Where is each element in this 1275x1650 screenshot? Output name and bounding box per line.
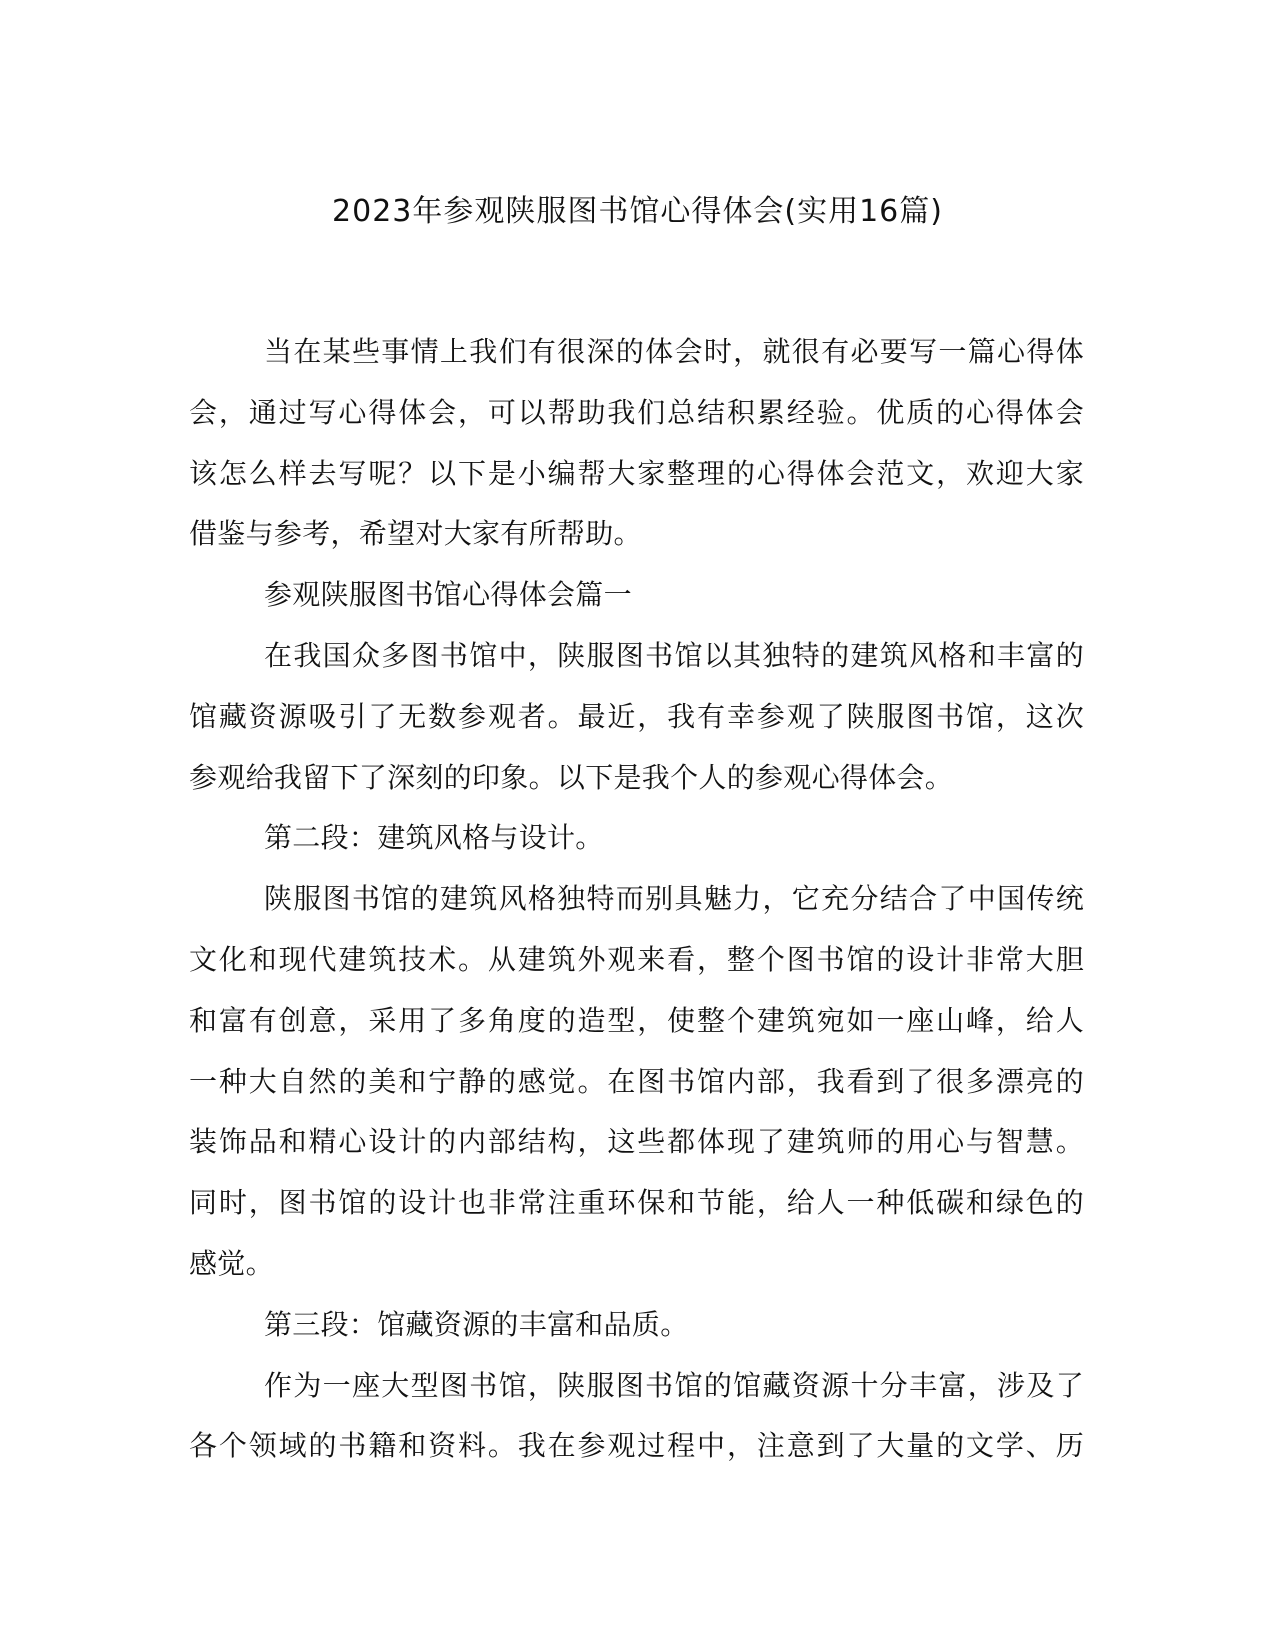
paragraph-line: 该怎么样去写呢？以下是小编帮大家整理的心得体会范文，欢迎大家 [189,456,1084,490]
section-heading: 第二段：建筑风格与设计。 [264,821,604,855]
section-heading: 第三段：馆藏资源的丰富和品质。 [264,1307,689,1341]
paragraph-line: 文化和现代建筑技术。从建筑外观来看，整个图书馆的设计非常大胆 [189,942,1084,976]
paragraph-line: 会，通过写心得体会，可以帮助我们总结积累经验。优质的心得体会 [189,395,1084,429]
section-heading: 参观陕服图书馆心得体会篇一 [264,578,632,612]
paragraph-line: 在我国众多图书馆中，陕服图书馆以其独特的建筑风格和丰富的 [264,638,1084,672]
paragraph-line: 装饰品和精心设计的内部结构，这些都体现了建筑师的用心与智慧。 [189,1125,1084,1159]
paragraph-line: 一种大自然的美和宁静的感觉。在图书馆内部，我看到了很多漂亮的 [189,1064,1084,1098]
document-body [189,322,1084,1477]
paragraph-line: 感觉。 [189,1246,274,1280]
paragraph-line: 陕服图书馆的建筑风格独特而别具魅力，它充分结合了中国传统 [264,882,1084,916]
paragraph-line: 馆藏资源吸引了无数参观者。最近，我有幸参观了陕服图书馆，这次 [189,699,1084,733]
document-title: 2023年参观陕服图书馆心得体会(实用16篇) [332,194,943,229]
paragraph-line: 当在某些事情上我们有很深的体会时，就很有必要写一篇心得体 [264,335,1084,368]
paragraph-line: 各个领域的书籍和资料。我在参观过程中，注意到了大量的文学、历 [189,1429,1084,1463]
paragraph-line: 作为一座大型图书馆，陕服图书馆的馆藏资源十分丰富，涉及了 [264,1368,1084,1402]
paragraph-line: 和富有创意，采用了多角度的造型，使整个建筑宛如一座山峰，给人 [189,1003,1084,1037]
paragraph-line: 借鉴与参考，希望对大家有所帮助。 [189,517,642,551]
paragraph-line: 参观给我留下了深刻的印象。以下是我个人的参观心得体会。 [189,760,954,794]
paragraph-line: 同时，图书馆的设计也非常注重环保和节能，给人一种低碳和绿色的 [189,1186,1084,1220]
